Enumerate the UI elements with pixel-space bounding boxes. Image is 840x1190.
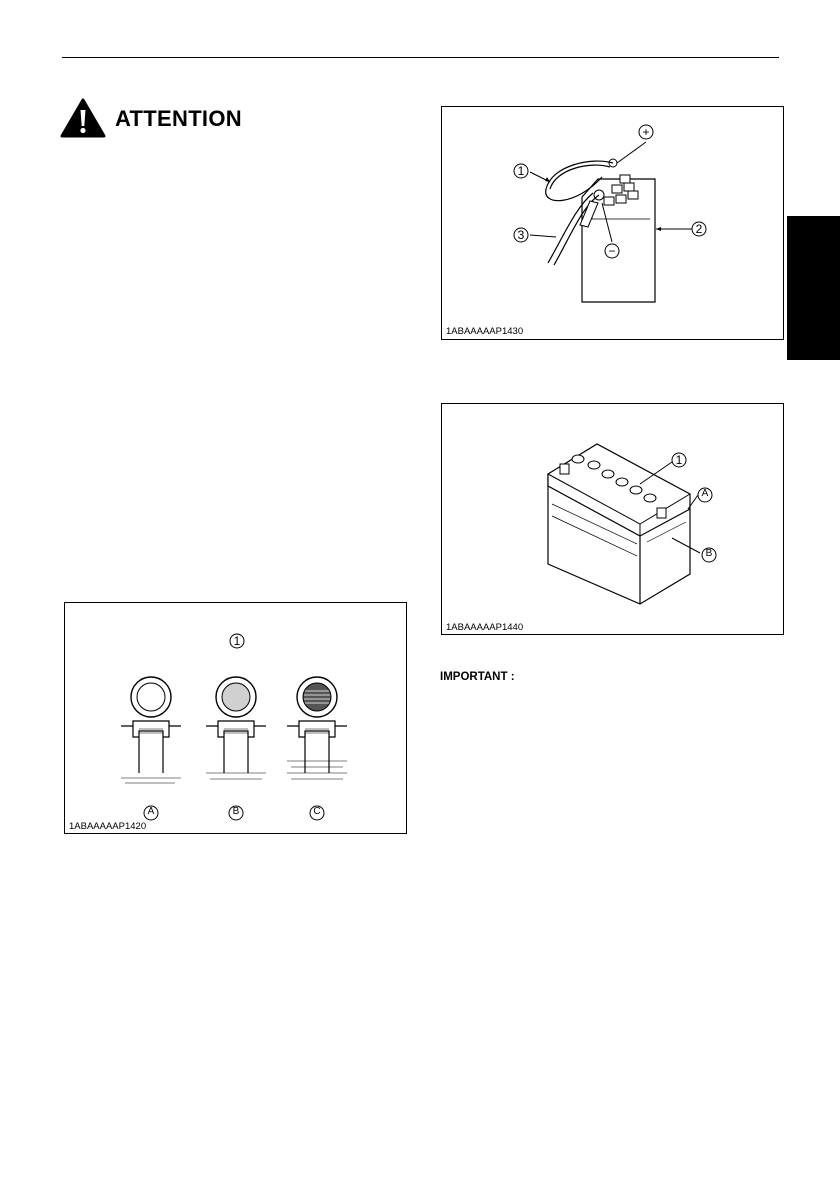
callout-a: A <box>701 488 709 499</box>
filler-port-figure <box>64 602 407 834</box>
negative-terminal-label: − <box>608 244 616 258</box>
port-a-label: A <box>147 806 155 817</box>
callout-1: 1 <box>233 634 241 648</box>
header-rule <box>62 57 779 58</box>
warning-triangle-icon <box>60 98 106 138</box>
callout-2: 2 <box>695 222 703 236</box>
battery-cable-figure <box>441 106 784 340</box>
figure-code: 1ABAAAAAP1420 <box>69 821 147 832</box>
positive-terminal-label: + <box>642 125 650 139</box>
callout-b: B <box>705 548 713 559</box>
callout-1: 1 <box>675 453 683 467</box>
attention-title: ATTENTION <box>115 106 242 131</box>
callout-1: 1 <box>517 164 525 178</box>
callout-3: 3 <box>517 228 525 242</box>
figure-code: 1ABAAAAAP1430 <box>446 326 524 337</box>
battery-level-figure <box>441 403 784 635</box>
section-tab <box>787 216 840 360</box>
figure-code: 1ABAAAAAP1440 <box>446 622 524 633</box>
port-b-label: B <box>232 806 240 817</box>
important-label: IMPORTANT : <box>440 671 515 683</box>
port-c-label: C <box>313 806 321 817</box>
